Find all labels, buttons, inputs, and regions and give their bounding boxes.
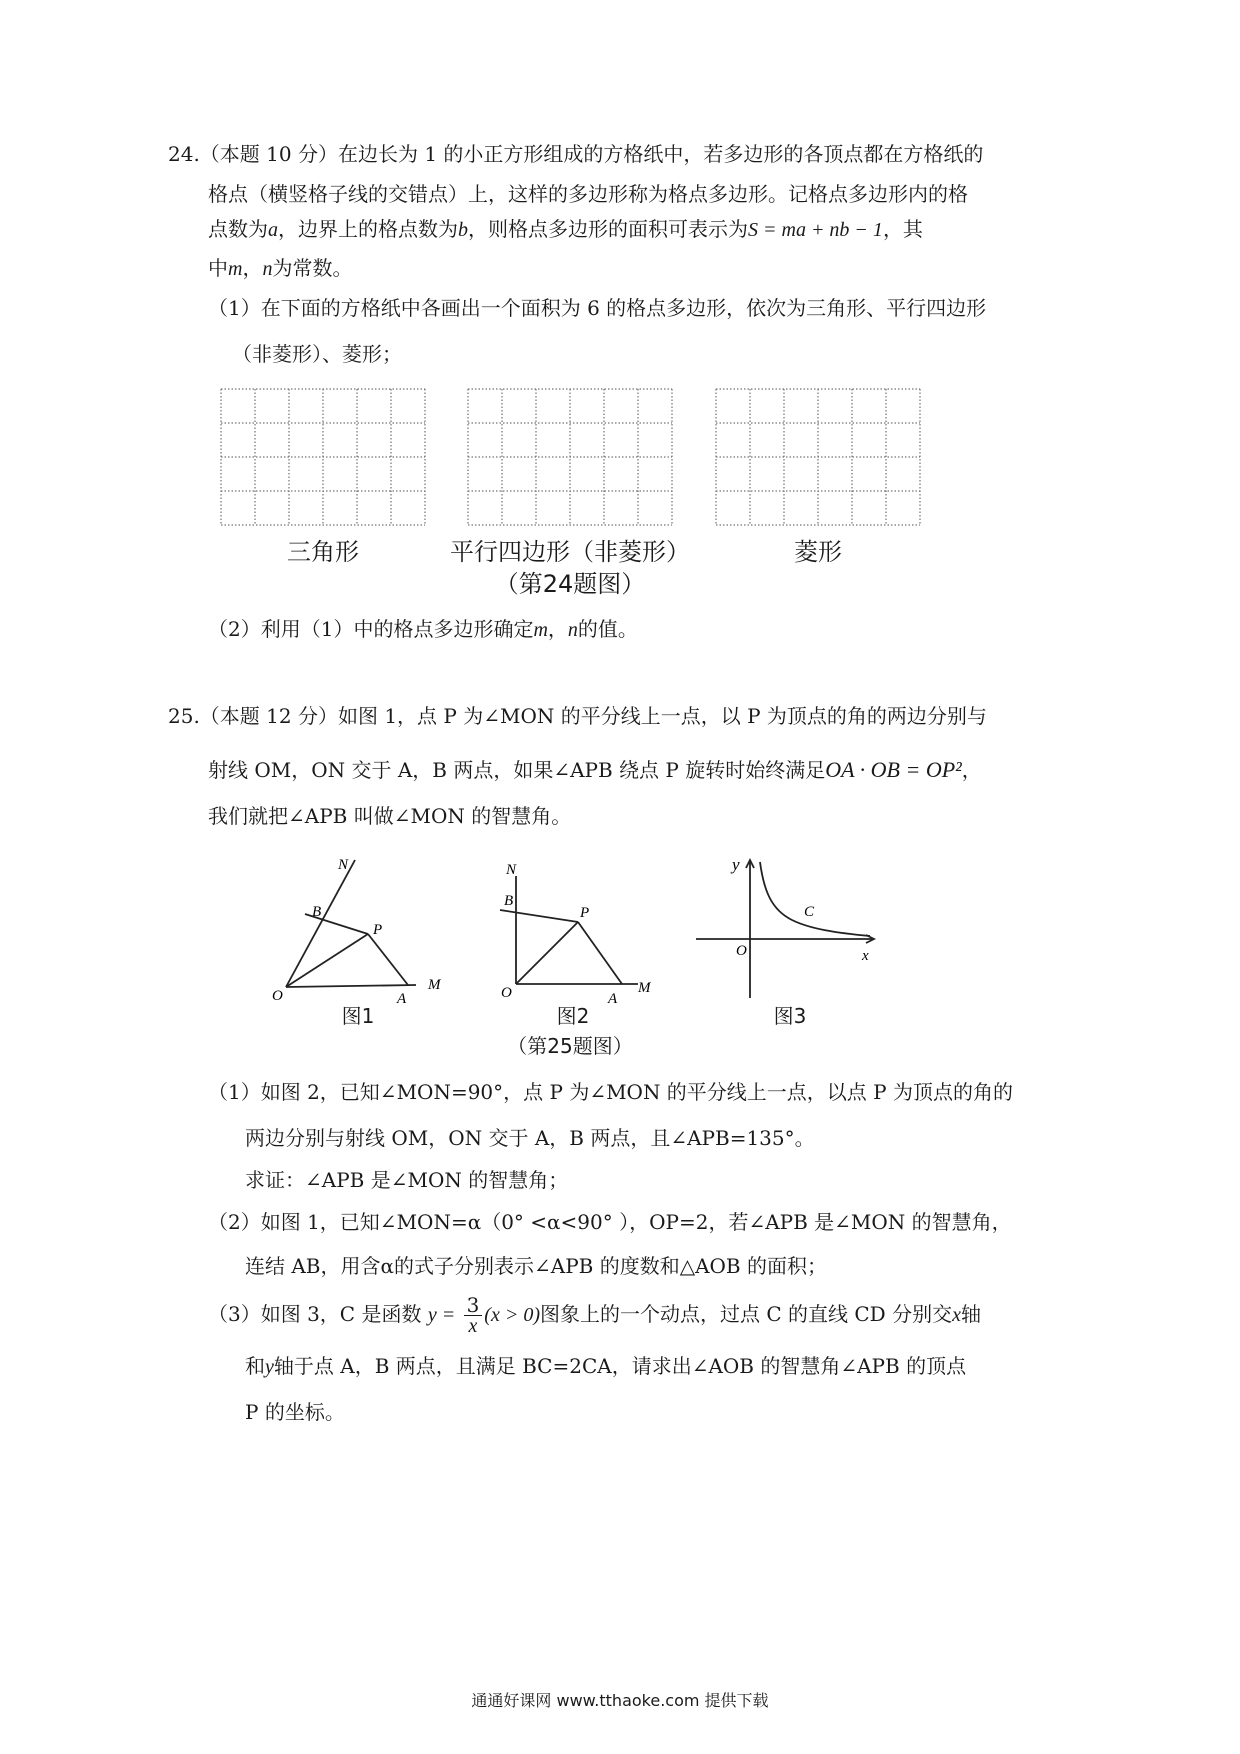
q25-part3-line1c: 轴 — [960, 1302, 981, 1326]
q25-part2-line2: 连结 AB，用含α的式子分别表示∠APB 的度数和△AOB 的面积； — [245, 1254, 827, 1278]
fraction-denominator: x — [468, 1315, 478, 1337]
area-formula: S = ma + nb − 1 — [748, 219, 883, 241]
fig1-label-A: A — [397, 991, 407, 1007]
q25-part3-line2a: 和 — [245, 1354, 265, 1378]
q24-part1-line2: （非菱形）、菱形； — [232, 342, 402, 366]
q24-line4 — [208, 254, 352, 283]
fig2-label-O: O — [501, 985, 512, 1001]
func-y: y = — [427, 1304, 456, 1326]
fig-label-2: 图2 — [556, 1004, 590, 1028]
q24-part2a: （2）利用（1）中的格点多边形确定 — [208, 617, 534, 641]
fig1-label-N: N — [338, 857, 349, 873]
grid-rhombus — [715, 388, 921, 526]
hyperbola-curve — [760, 862, 870, 936]
fig3-label-O: O — [736, 943, 747, 959]
grid-label-parallelogram: 平行四边形（非菱形） — [450, 538, 690, 566]
q25-part3-line1b: 图象上的一个动点，过点 C 的直线 CD 分别交 — [540, 1302, 953, 1326]
fig1-label-B: B — [312, 904, 322, 920]
q24-part2b: 的值。 — [577, 617, 638, 641]
fig1-label-P: P — [373, 922, 383, 938]
q24-line3 — [208, 215, 923, 244]
q24-line4a: 中 — [208, 256, 228, 280]
q24-line3b: ，边界上的格点数为 — [278, 217, 458, 241]
q24-line1: 24.（本题 10 分）在边长为 1 的小正方形组成的方格纸中，若多边形的各顶点都在方格纸的 — [168, 142, 984, 166]
q25-part3-line2 — [245, 1352, 966, 1381]
fig1-label-O: O — [272, 988, 283, 1004]
figure-1 — [268, 852, 458, 1012]
grid-label-rhombus: 菱形 — [794, 538, 842, 566]
q25-part3-line1a: （3）如图 3，C 是函数 — [208, 1302, 422, 1326]
footer: 通通好课网 www.tthaoke.com 提供下载 — [471, 1691, 769, 1710]
fraction-3-over-x — [464, 1295, 483, 1336]
fig3-label-C: C — [804, 904, 815, 920]
fig3-label-y: y — [732, 855, 740, 874]
q25-part1-line2: 两边分别与射线 OM，ON 交于 A，B 两点，且∠APB=135°。 — [245, 1126, 815, 1150]
fig2-label-N: N — [506, 862, 517, 878]
fig-label-1: 图1 — [341, 1004, 375, 1028]
grid-triangle — [220, 388, 426, 526]
q24-part1-line1: （1）在下面的方格纸中各画出一个面积为 6 的格点多边形，依次为三角形、平行四边形 — [208, 296, 987, 320]
fig2-label-B: B — [504, 893, 514, 909]
fig-label-3: 图3 — [773, 1004, 807, 1028]
q25-line1: 25.（本题 12 分）如图 1，点 P 为∠MON 的平分线上一点，以 P 为顶点的角的两边分别与 — [168, 704, 987, 728]
q24-line3d: ，其 — [882, 217, 923, 241]
var-a: a — [268, 219, 278, 241]
grid-parallelogram — [467, 388, 673, 526]
q24-line4b: 为常数。 — [272, 256, 353, 280]
q25-line3: 我们就把∠APB 叫做∠MON 的智慧角。 — [208, 804, 572, 828]
q25-part1-line3: 求证：∠APB 是∠MON 的智慧角； — [245, 1168, 569, 1192]
q25-part3-line3: P 的坐标。 — [245, 1400, 345, 1424]
q25-line2a: 射线 OM，ON 交于 A，B 两点，如果∠APB 绕点 P 旋转时始终满足 — [208, 758, 826, 782]
q24-line2: 格点（横竖格子线的交错点）上，这样的多边形称为格点多边形。记格点多边形内的格 — [208, 182, 968, 206]
var-b: b — [458, 219, 468, 241]
var-m-2: m — [533, 619, 548, 641]
q24-part2 — [208, 615, 638, 644]
fig1-label-M: M — [428, 977, 441, 993]
fig3-label-x: x — [862, 948, 869, 964]
q25-part3-line2b: 轴于点 A，B 两点，且满足 BC=2CA，请求出∠AOB 的智慧角∠APB 的顶点 — [273, 1354, 967, 1378]
q25-line2 — [208, 756, 982, 784]
fig2-label-P: P — [580, 905, 590, 921]
var-y: y — [265, 1356, 274, 1378]
q24-line3c: ，则格点多边形的面积可表示为 — [468, 217, 748, 241]
smart-angle-formula: OA · OB = OP² — [825, 757, 962, 782]
var-x: x — [952, 1304, 961, 1326]
fig2-label-A: A — [608, 991, 618, 1007]
figure-3 — [692, 852, 892, 1012]
q25-part3-line1 — [208, 1292, 981, 1337]
fig2-label-M: M — [638, 980, 651, 996]
figure-2 — [496, 852, 676, 1012]
q25-line2b: ， — [961, 758, 982, 782]
domain-condition: (x > 0) — [484, 1304, 540, 1326]
q24-sep: ， — [242, 256, 263, 280]
q24-sep-2: ， — [547, 617, 568, 641]
fraction-numerator: 3 — [464, 1295, 483, 1316]
q25-part2-line1: （2）如图 1，已知∠MON=α（0° <α<90° ），OP=2，若∠APB 是∠MON 的智慧角， — [208, 1210, 1012, 1234]
q24-line3a: 点数为 — [208, 217, 268, 241]
var-m: m — [228, 258, 243, 280]
q25-part1-line1: （1）如图 2，已知∠MON=90°，点 P 为∠MON 的平分线上一点，以点 P 为顶点的角的 — [208, 1080, 1013, 1104]
grid-label-triangle: 三角形 — [287, 538, 359, 566]
var-n: n — [262, 258, 273, 280]
var-n-2: n — [567, 619, 578, 641]
q25-figure-caption: （第25题图） — [507, 1034, 633, 1058]
q24-figure-caption: （第24题图） — [494, 570, 646, 598]
